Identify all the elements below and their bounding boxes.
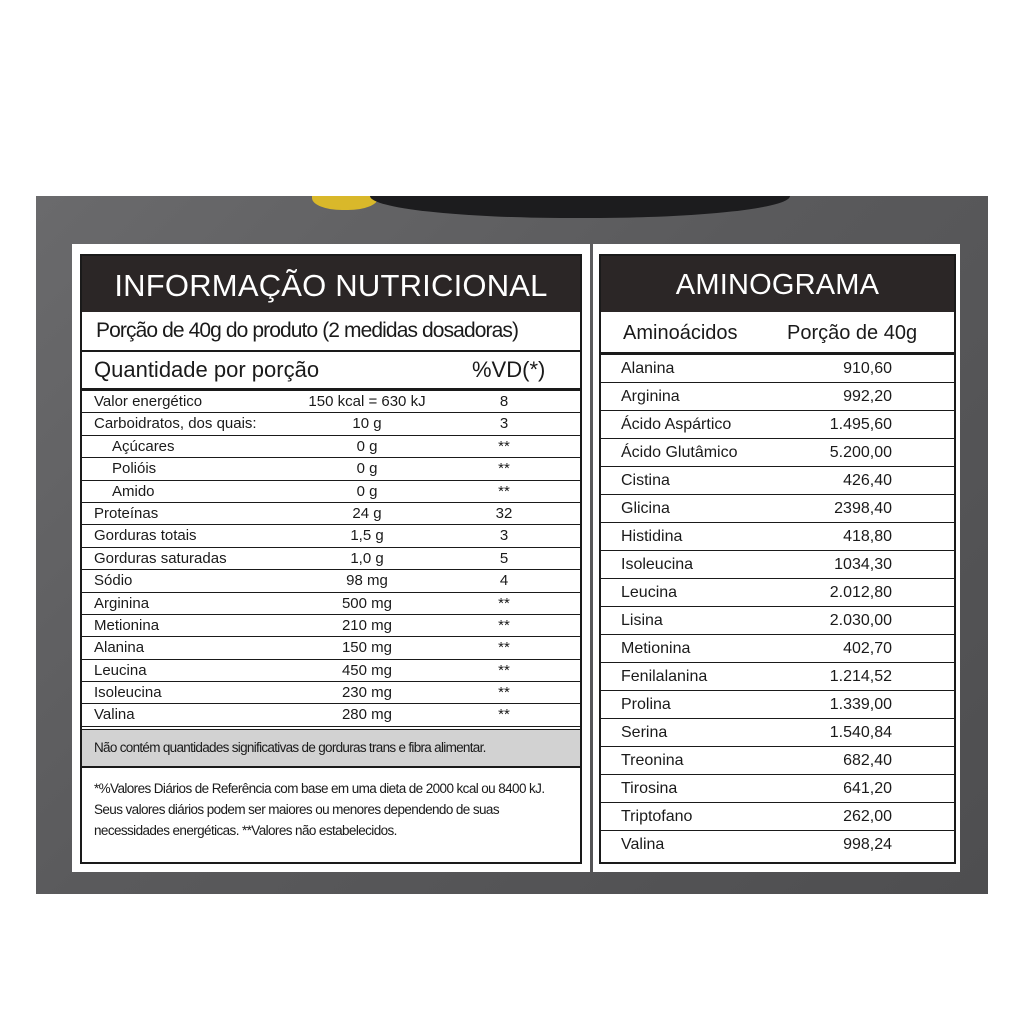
aminograma-title: AMINOGRAMA	[601, 256, 954, 312]
nutrition-row	[82, 704, 580, 726]
nutrient-amount: 1,0 g	[350, 549, 384, 567]
amino-name: Ácido Glutâmico	[621, 444, 738, 461]
amino-row	[601, 467, 954, 495]
nutrition-row	[82, 660, 580, 682]
amino-name: Valina	[621, 836, 665, 853]
nutrient-vd: **	[498, 482, 510, 500]
nutrient-vd: 4	[499, 572, 509, 590]
amino-row	[601, 495, 954, 523]
amino-row	[601, 523, 954, 551]
amino-name: Isoleucina	[621, 556, 694, 573]
nutrient-amount: 0 g	[356, 437, 378, 455]
nutrition-row	[82, 481, 580, 503]
amino-row	[601, 663, 954, 691]
nutrient-vd: **	[498, 437, 510, 455]
nutrient-name: Isoleucina	[94, 684, 162, 702]
amino-value: 910,60	[843, 360, 892, 377]
nutrient-amount: 24 g	[352, 504, 382, 522]
amino-value: 1.495,60	[829, 416, 892, 433]
nutrient-vd: **	[498, 594, 510, 612]
nutrient-amount: 0 g	[356, 482, 378, 500]
amino-value: 402,70	[843, 640, 892, 657]
amino-row	[601, 383, 954, 411]
nutrient-amount: 0 g	[356, 460, 378, 478]
amino-value: 262,00	[843, 808, 892, 825]
nutrition-row	[82, 682, 580, 704]
amino-value: 426,40	[843, 472, 892, 489]
amino-value: 992,20	[843, 388, 892, 405]
aminograma-table	[599, 254, 956, 864]
amino-value: 5.200,00	[829, 444, 892, 461]
amino-name: Glicina	[621, 500, 670, 517]
amino-value: 682,40	[843, 752, 892, 769]
nutrition-row	[82, 637, 580, 659]
aminograma-card	[593, 244, 960, 872]
nutrient-vd: **	[498, 639, 510, 657]
amino-value: 2398,40	[834, 500, 892, 517]
amino-row	[601, 719, 954, 747]
nutrient-vd: 3	[499, 527, 509, 545]
nutrient-amount: 1,5 g	[350, 527, 384, 545]
amino-row	[601, 635, 954, 663]
nutrient-amount: 230 mg	[341, 684, 393, 702]
amino-name: Alanina	[621, 360, 675, 377]
amino-name: Metionina	[621, 640, 691, 657]
amino-row	[601, 831, 954, 859]
nutrient-vd: **	[498, 460, 510, 478]
nutrient-name: Proteínas	[94, 504, 159, 522]
quantity-label: Quantidade por porção	[94, 357, 320, 382]
quantity-header	[82, 352, 580, 391]
nutrient-name: Carboidratos, dos quais:	[94, 415, 257, 433]
amino-row	[601, 747, 954, 775]
nutrition-row	[82, 548, 580, 570]
nutrient-vd: **	[498, 661, 510, 679]
nutrient-name: Gorduras totais	[94, 527, 197, 545]
amino-value: 1034,30	[834, 556, 892, 573]
amino-row	[601, 579, 954, 607]
amino-value: 1.214,52	[829, 668, 892, 685]
nutrient-vd: 32	[495, 504, 513, 522]
daily-values-footnote: *%Valores Diários de Referência com base em uma dieta de 2000 kcal ou 8400 kJ. Seus valores diários podem ser maiores ou menores dependendo de suas necessidades energéticas. **Valores não estabelecidos.	[94, 780, 545, 838]
amino-name: Histidina	[621, 528, 683, 545]
nutrition-card	[72, 244, 590, 872]
amino-name: Triptofano	[621, 808, 693, 825]
nutrient-name: Arginina	[94, 594, 150, 612]
amino-value: 1.339,00	[829, 696, 892, 713]
amino-row	[601, 607, 954, 635]
nutrient-name: Leucina	[94, 661, 147, 679]
amino-row	[601, 551, 954, 579]
nutrition-row	[82, 413, 580, 435]
nutrient-amount: 210 mg	[341, 616, 393, 634]
aminograma-rows	[601, 355, 954, 859]
aminoacid-column-header: Aminoácidos	[623, 322, 738, 344]
amino-name: Fenilalanina	[621, 668, 708, 685]
amino-name: Lisina	[621, 612, 663, 629]
nutrition-row	[82, 436, 580, 458]
nutrient-vd: **	[498, 616, 510, 634]
nutrient-name: Açúcares	[112, 437, 175, 455]
nutrient-amount: 98 mg	[346, 572, 388, 590]
nutrient-vd: **	[498, 684, 510, 702]
nutrient-vd: 3	[499, 415, 509, 433]
amino-name: Leucina	[621, 584, 678, 601]
nutrition-row	[82, 615, 580, 637]
amino-name: Ácido Aspártico	[621, 416, 732, 433]
nutrient-amount: 150 mg	[341, 639, 393, 657]
trans-fat-note: Não contém quantidades significativas de gorduras trans e fibra alimentar.	[82, 729, 580, 768]
amino-value: 418,80	[843, 528, 892, 545]
serving-size: Porção de 40g do produto (2 medidas dosadoras)	[82, 312, 580, 352]
nutrition-row	[82, 503, 580, 525]
nutrition-row	[82, 391, 580, 413]
amino-name: Serina	[621, 724, 668, 741]
amino-value: 1.540,84	[829, 724, 892, 741]
amino-row	[601, 691, 954, 719]
amino-value: 2.030,00	[829, 612, 892, 629]
nutrient-name: Valina	[94, 706, 135, 724]
nutrition-table	[80, 254, 582, 864]
amino-row	[601, 803, 954, 831]
portion-column-header: Porção de 40g	[787, 322, 918, 344]
amino-name: Cistina	[621, 472, 670, 489]
nutrition-row	[82, 593, 580, 615]
nutrient-amount: 450 mg	[341, 661, 393, 679]
nutrient-amount: 500 mg	[341, 594, 393, 612]
vd-label: %VD(*)	[472, 357, 546, 382]
nutrient-vd: **	[498, 706, 510, 724]
amino-value: 998,24	[843, 836, 892, 853]
nutrient-amount: 280 mg	[341, 706, 393, 724]
aminograma-header	[601, 312, 954, 355]
amino-name: Prolina	[621, 696, 671, 713]
amino-name: Tirosina	[621, 780, 678, 797]
nutrient-vd: 5	[499, 549, 509, 567]
amino-row	[601, 775, 954, 803]
amino-value: 2.012,80	[829, 584, 892, 601]
nutrient-name: Polióis	[112, 460, 157, 478]
nutrient-name: Metionina	[94, 616, 160, 634]
amino-value: 641,20	[843, 780, 892, 797]
nutrient-amount: 150 kcal = 630 kJ	[308, 393, 426, 410]
nutrient-name: Gorduras saturadas	[94, 549, 227, 567]
nutrient-name: Sódio	[94, 572, 133, 590]
nutrition-row	[82, 458, 580, 480]
nutrition-row	[82, 570, 580, 592]
amino-row	[601, 439, 954, 467]
amino-row	[601, 411, 954, 439]
amino-name: Treonina	[621, 752, 684, 769]
amino-row	[601, 355, 954, 383]
nutrition-title: INFORMAÇÃO NUTRICIONAL	[82, 256, 580, 312]
amino-name: Arginina	[621, 388, 680, 405]
nutrition-row	[82, 525, 580, 547]
nutrient-name: Valor energético	[94, 393, 203, 410]
nutrient-amount: 10 g	[352, 415, 382, 433]
nutrition-rows	[82, 391, 580, 727]
nutrient-name: Amido	[112, 482, 155, 500]
nutrient-name: Alanina	[94, 639, 145, 657]
nutrient-vd: 8	[499, 393, 509, 410]
